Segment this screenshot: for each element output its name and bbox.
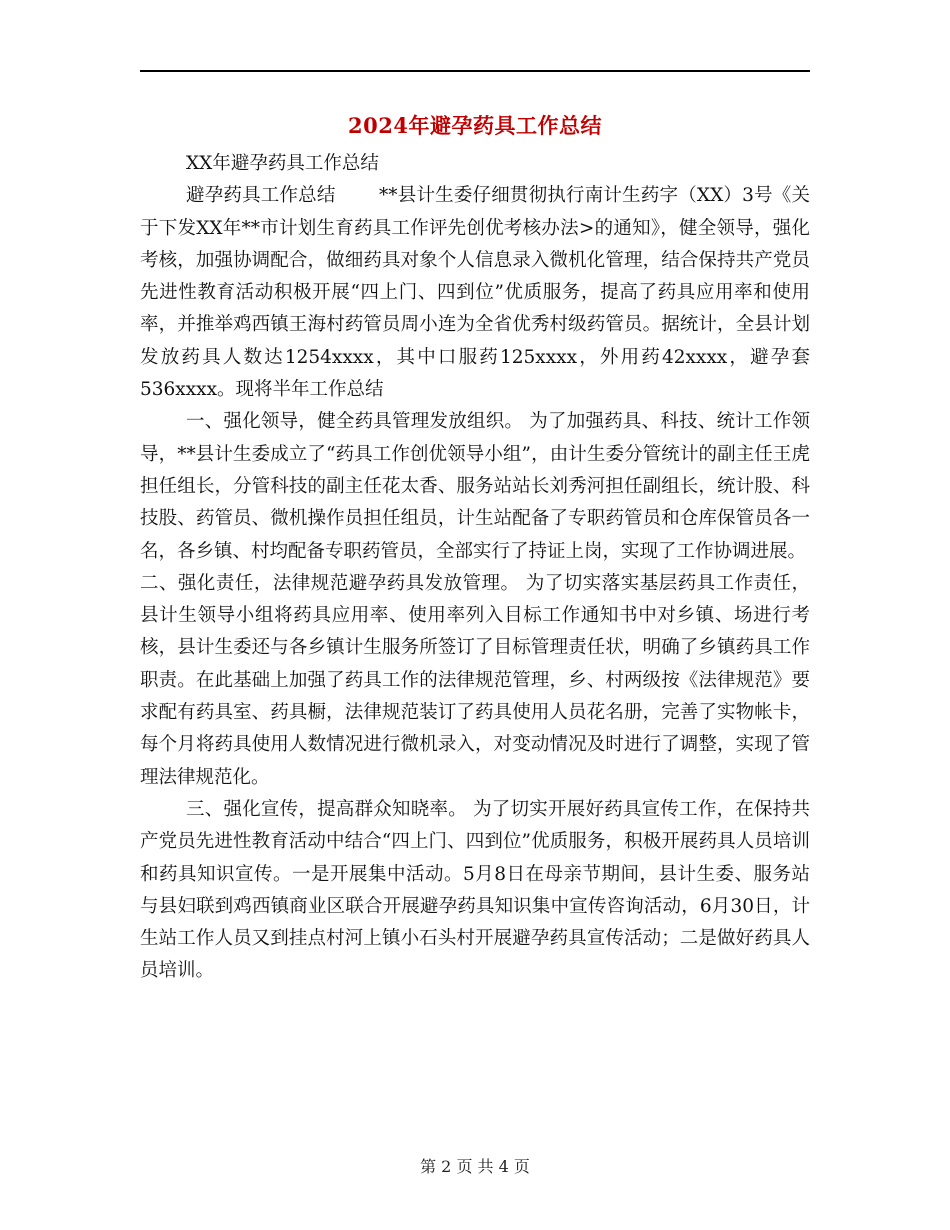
header-rule: [140, 70, 810, 72]
document-title: 2024年避孕药具工作总结: [348, 113, 602, 138]
paragraph-section-1: 一、强化领导，健全药具管理发放组织。 为了加强药具、科技、统计工作领导，**县计生委成立了“药具工作创优领导小组”，由计生委分管统计的副主任王虎担任组长，分管科技的副主任花太香、服务站站长刘秀河担任副组长，统计股、科技股、药管员、微机操作员担任组员，计生站配备了专职药管员和仓库保管员各一名，各乡镇、村均配备专职药管员，全部实行了持证上岗，实现了工作协调进展。: [140, 411, 810, 562]
page-footer: 第 2 页 共 4 页: [420, 1157, 530, 1176]
document-body: [140, 148, 810, 988]
paragraph-intro: 避孕药具工作总结 **县计生委仔细贯彻执行南计生药字（XX）3号《关于下发XX年**市计划生育药具工作评先创优考核办法>的通知》，健全领导，强化考核，加强协调配合，做细药具对象个人信息录入微机化管理，结合保持共产党员先进性教育活动积极开展“四上门、四到位”优质服务，提高了药具应用率和使用率，并推举鸡西镇王海村药管员周小连为全省优秀村级药管员。据统计，全县计划发放药具人数达1254xxxx，其中口服药125xxxx，外用药42xxxx，避孕套536xxxx。现将半年工作总结: [140, 185, 810, 401]
paragraph-section-2: 二、强化责任，法律规范避孕药具发放管理。 为了切实落实基层药具工作责任，县计生领导小组将药具应用率、使用率列入目标工作通知书中对乡镇、场进行考核，县计生委还与各乡镇计生服务所签订了目标管理责任状，明确了乡镇药具工作职责。在此基础上加强了药具工作的法律规范管理，乡、村两级按《法律规范》要求配有药具室、药具橱，法律规范装订了药具使用人员花名册，完善了实物帐卡，每个月将药具使用人数情况进行微机录入，对变动情况及时进行了调整，实现了管理法律规范化。: [140, 572, 810, 788]
paragraph-section-3: 三、强化宣传，提高群众知晓率。 为了切实开展好药具宣传工作，在保持共产党员先进性教育活动中结合“四上门、四到位”优质服务，积极开展药具人员培训和药具知识宣传。一是开展集中活动。5月8日在母亲节期间，县计生委、服务站与县妇联到鸡西镇商业区联合开展避孕药具知识集中宣传咨询活动，6月30日，计生站工作人员又到挂点村河上镇小石头村开展避孕药具宣传活动；二是做好药具人员培训。: [140, 798, 810, 982]
paragraph-subtitle: XX年避孕药具工作总结: [186, 153, 379, 174]
